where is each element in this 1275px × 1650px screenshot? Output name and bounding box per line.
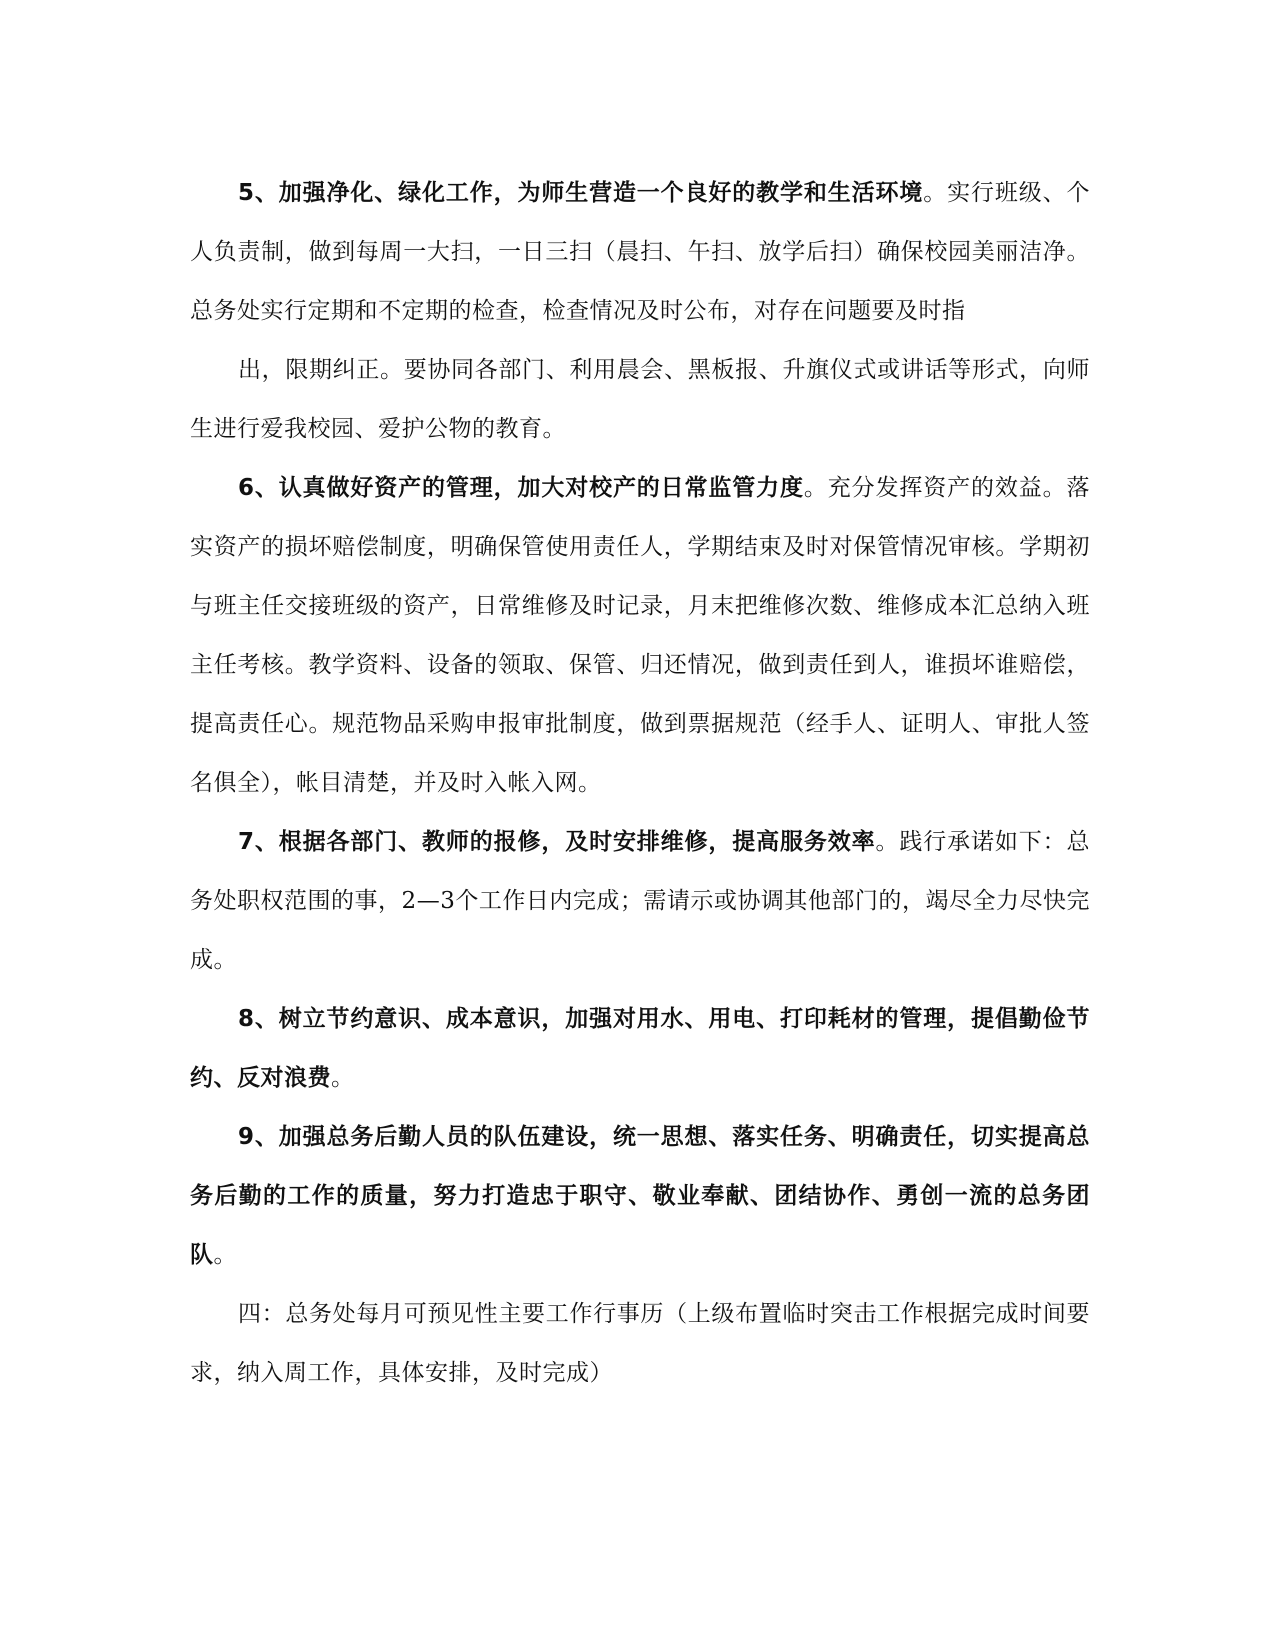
paragraph-heading: 6、认真做好资产的管理，加大对校产的日常监管力度 <box>238 475 804 501</box>
paragraph-heading: 9、加强总务后勤人员的队伍建设，统一思想、落实任务、明确责任，切实提高总务后勤的工作的质量，努力打造忠于职守、敬业奉献、团结协作、勇创一流的总务团队 <box>190 1124 1090 1268</box>
paragraph-text: 。 <box>213 1242 237 1268</box>
document-body <box>190 164 1090 1403</box>
section-four-heading <box>190 1285 1090 1403</box>
paragraph-item-9 <box>190 1108 1090 1285</box>
paragraph-text: 四：总务处每月可预见性主要工作行事历（上级布置临时突击工作根据完成时间要求，纳入周工作，具体安排，及时完成） <box>190 1301 1090 1386</box>
paragraph-item-8 <box>190 990 1090 1108</box>
paragraph-text: 。实行班级、个人负责制，做到每周一大扫，一日三扫（晨扫、午扫、放学后扫）确保校园美丽洁净。总务处实行定期和不定期的检查，检查情况及时公布，对存在问题要及时指 <box>190 180 1090 324</box>
paragraph-heading: 5、加强净化、绿化工作，为师生营造一个良好的教学和生活环境 <box>238 180 924 206</box>
paragraph-item-7 <box>190 813 1090 990</box>
paragraph-heading: 8、树立节约意识、成本意识，加强对用水、用电、打印耗材的管理，提倡勤俭节约、反对浪费 <box>190 1006 1090 1091</box>
paragraph-text: 。践行承诺如下：总务处职权范围的事，2—3个工作日内完成；需请示或协调其他部门的，竭尽全力尽快完成。 <box>190 829 1090 973</box>
paragraph-item-5 <box>190 164 1090 341</box>
paragraph-text: 。充分发挥资产的效益。落实资产的损坏赔偿制度，明确保管使用责任人，学期结束及时对保管情况审核。学期初与班主任交接班级的资产，日常维修及时记录，月末把维修次数、维修成本汇总纳入班主任考核。教学资料、设备的领取、保管、归还情况，做到责任到人，谁损坏谁赔偿，提高责任心。规范物品采购申报审批制度，做到票据规范（经手人、证明人、审批人签名俱全），帐目清楚，并及时入帐入网。 <box>190 475 1091 796</box>
paragraph-item-6 <box>190 459 1090 813</box>
paragraph-continuation <box>190 341 1090 459</box>
paragraph-text: 。 <box>331 1065 355 1091</box>
paragraph-heading: 7、根据各部门、教师的报修，及时安排维修，提高服务效率 <box>238 829 876 855</box>
paragraph-text: 出，限期纠正。要协同各部门、利用晨会、黑板报、升旗仪式或讲话等形式，向师生进行爱我校园、爱护公物的教育。 <box>190 357 1090 442</box>
